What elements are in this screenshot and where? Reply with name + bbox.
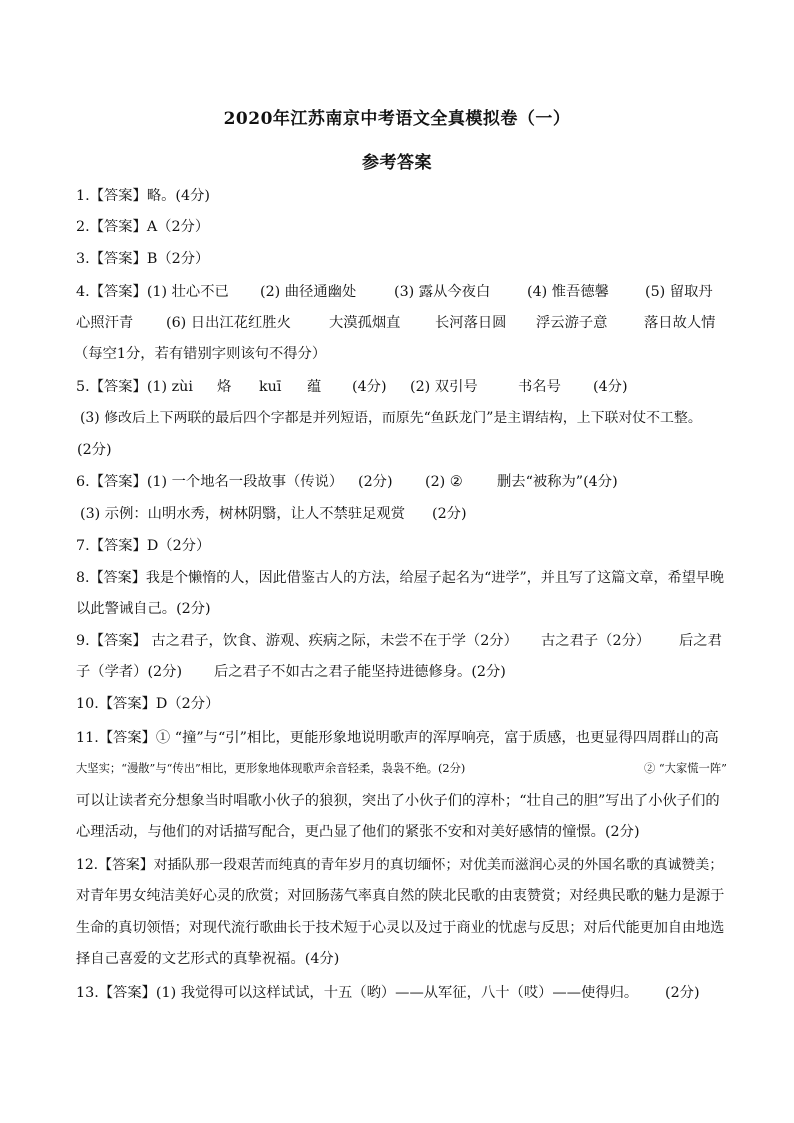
answer-11-line-4: 心理活动，与他们的对话描写配合，更凸显了他们的紧张不安和对美好感情的憧憬。(2分) (76, 824, 640, 840)
answer-13-line-1 (76, 983, 700, 1003)
answer-4-item-1: 4.【答案】(1) 壮心不已 (76, 284, 229, 300)
answer-13-item-1: 13.【答案】(1) 我觉得可以这样试试，十五（哟）——从军征，八十（哎）——使得归。 (76, 985, 639, 1001)
answer-2: 2.【答案】A（2分） (76, 219, 210, 235)
answer-4-item-3: (3) 露从今夜白 (394, 284, 491, 300)
answer-6-line-1 (76, 472, 618, 492)
answer-1: 1.【答案】略。(4分) (76, 188, 210, 204)
answer-11-line-2 (76, 759, 727, 779)
answer-9-item-3: 后之君 (679, 633, 722, 649)
answer-5-pinyin-2: kuī (259, 379, 282, 395)
answer-9-item-4: 子（学者）(2分) (76, 664, 183, 680)
answer-5-char-2: 蕴 (307, 379, 322, 395)
answer-6-item-2: (2) ② (425, 474, 463, 490)
answer-4-item-6: 心照汗青 (76, 315, 134, 331)
answer-13-score-1: (2分) (665, 985, 700, 1001)
answer-5-item-3: 书名号 (518, 379, 561, 395)
answer-11-part-1: 大坚实；“漫散”与“传出”相比，更形象地体现歌声余音轻柔，袅袅不绝。(2分) (76, 762, 466, 775)
answer-6-item-1: 6.【答案】(1) 一个地名一段故事（传说） (76, 474, 344, 490)
answer-5-char-1: 烙 (217, 379, 232, 395)
answer-9-line-2 (76, 662, 506, 682)
answer-5-line-3: (2分) (77, 442, 112, 458)
answer-11-line-1: 11.【答案】① “撞”与“引”相比，更能形象地说明歌声的浑厚响亮，富于质感，也更显得四周群山的高 (76, 730, 719, 746)
answer-5-score-2: (4分) (593, 379, 628, 395)
answer-4-item-8: 大漠孤烟直 (329, 315, 401, 331)
answer-4-item-5: (5) 留取丹 (645, 284, 713, 300)
answer-11-line-3: 可以让读者充分想象当时唱歌小伙子的狼狈，突出了小伙子们的淳朴；“壮自己的胆”写出了小伙子们的 (76, 793, 720, 809)
page-title: 2020年江苏南京中考语文全真模拟卷（一） (223, 109, 571, 129)
answer-9-line-1 (76, 631, 722, 651)
answer-7: 7.【答案】D（2分） (76, 538, 211, 554)
answer-4-note: （每空1分，若有错别字则该句不得分） (74, 346, 327, 362)
answer-6-score-1: (2分) (358, 474, 393, 490)
answer-5-line-1 (76, 377, 628, 397)
answer-4-item-2: (2) 曲径通幽处 (260, 284, 357, 300)
answer-5-item-2: (2) 双引号 (410, 379, 478, 395)
page-subtitle: 参考答案 (362, 153, 432, 173)
answer-12-line-4: 择自己喜爱的文艺形式的真挚祝福。(4分) (76, 951, 340, 967)
answer-5-pinyin-1: 5.【答案】(1) zùi (76, 379, 193, 395)
answer-6-item-3: 删去“被称为”(4分) (497, 474, 618, 490)
answer-4-item-7: (6) 日出江花红胜火 (166, 315, 291, 331)
answer-4-line-1 (76, 282, 713, 302)
answer-4-line-2 (76, 313, 715, 333)
answer-9-item-1: 9.【答案】 古之君子，饮食、游观、疾病之际，未尝不在于学（2分） (76, 633, 518, 649)
answer-12-line-3: 生命的真切领悟；对现代流行歌曲长于技术短于心灵以及过于商业的忧虑与反思；对后代能更加自由地选 (76, 920, 725, 936)
answer-5-line-2: (3) 修改后上下两联的最后四个字都是并列短语，而原先“鱼跃龙门”是主谓结构，上下联对仗不工整。 (80, 410, 702, 426)
answer-8-line-2: 以此警诫自己。(2分) (76, 601, 211, 617)
answer-9-item-2: 古之君子（2分） (541, 633, 651, 649)
answer-5-score-1: (4分) (352, 379, 387, 395)
answer-9-item-5: 后之君子不如古之君子能坚持进德修身。(2分) (214, 664, 506, 680)
answer-4-item-11: 落日故人情 (644, 315, 716, 331)
answer-12-line-1: 12.【答案】对插队那一段艰苦而纯真的青年岁月的真切缅怀；对优美而滋润心灵的外国名歌的真诚赞美； (76, 857, 724, 873)
answer-6-line-2 (80, 504, 467, 524)
answer-4-item-9: 长河落日圆 (435, 315, 507, 331)
answer-4-item-10: 浮云游子意 (536, 315, 608, 331)
answer-12-line-2: 对青年男女纯洁美好心灵的欣赏；对回肠荡气率真自然的陕北民歌的由衷赞赏；对经典民歌的魅力是源于 (76, 888, 725, 904)
answer-4-item-4: (4) 惟吾德馨 (527, 284, 609, 300)
answer-6-score-2: (2分) (432, 506, 467, 522)
answer-6-item-4: (3) 示例：山明水秀，树林阴翳，让人不禁驻足观赏 (80, 506, 406, 522)
answer-8-line-1: 8.【答案】我是个懒惰的人，因此借鉴古人的方法，给屋子起名为“进学”，并且写了这篇文章，希望早晚 (76, 570, 724, 586)
answer-10: 10.【答案】D（2分） (76, 696, 220, 712)
answer-3: 3.【答案】B（2分） (76, 251, 210, 267)
answer-11-part-2: ② “大家慌一阵” (644, 762, 727, 775)
